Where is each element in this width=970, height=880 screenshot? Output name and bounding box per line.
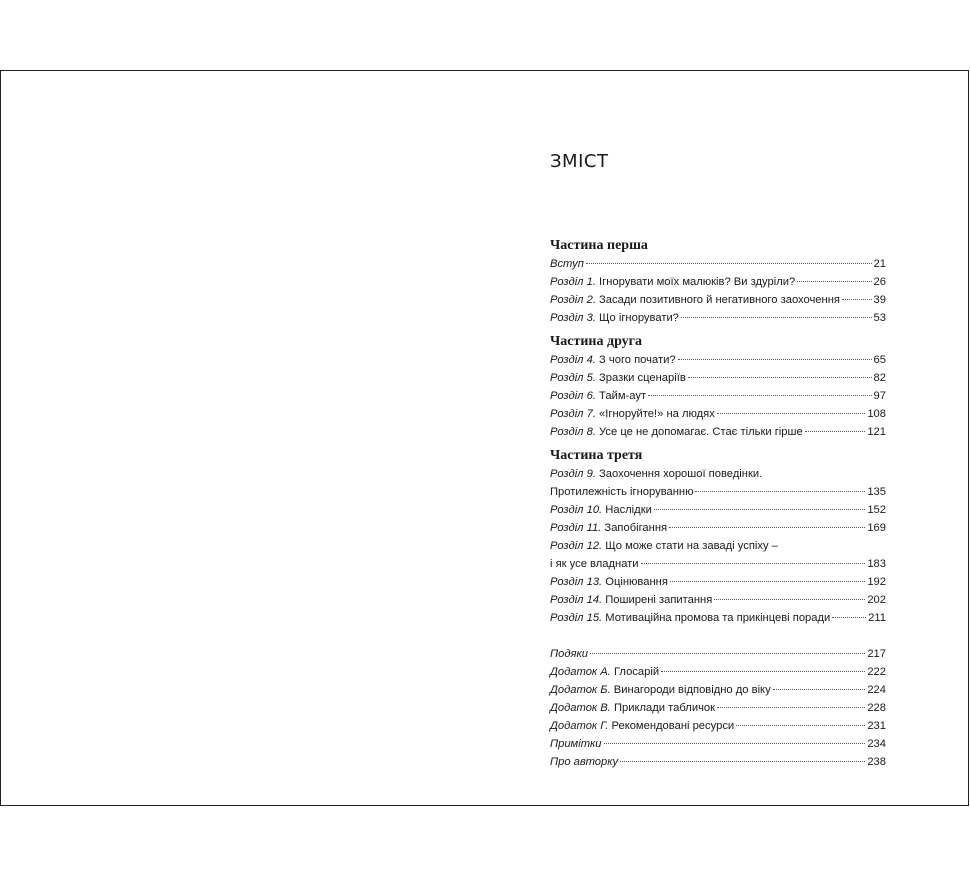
toc-entry-label (550, 609, 830, 627)
toc-body (550, 237, 886, 771)
toc-entry-title: Приклади табличок (610, 702, 716, 714)
toc-entry-prefix: Розділ 11. (550, 522, 602, 534)
dot-leader (661, 671, 865, 672)
toc-page-number: 192 (867, 576, 886, 588)
toc-entry-prefix: Розділ 7. (550, 408, 596, 420)
toc-entry[interactable] (550, 351, 886, 369)
toc-entry-prefix: Вступ (550, 258, 584, 270)
dot-leader (604, 743, 866, 744)
toc-entry-label (550, 291, 840, 309)
toc-page-number: 97 (873, 390, 886, 402)
toc-entry[interactable] (550, 555, 886, 573)
toc-entry[interactable] (550, 309, 886, 327)
toc-entry[interactable] (550, 405, 886, 423)
toc-entry-label (550, 519, 667, 537)
toc-entry-prefix: Додаток Г. (550, 720, 609, 732)
toc-page-number: 202 (867, 594, 886, 606)
toc-entry[interactable] (550, 423, 886, 441)
dot-leader (773, 689, 866, 690)
dot-leader (717, 413, 866, 414)
toc-entry[interactable] (550, 735, 886, 753)
toc-entry[interactable] (550, 273, 886, 291)
toc-entry-prefix: Розділ 14. (550, 594, 603, 606)
toc-entry-title: Наслідки (602, 504, 652, 516)
toc-page-number: 222 (867, 666, 886, 678)
dot-leader (641, 563, 866, 564)
part-heading: Частина друга (550, 334, 643, 349)
dot-leader (797, 281, 871, 282)
toc-entry-title: Мотиваційна промова та прикінцеві поради (602, 612, 831, 624)
toc-entry-label (550, 735, 602, 753)
toc-entry-title: Що може стати на заваді успіху – (602, 540, 778, 552)
toc-page-number: 135 (867, 486, 886, 498)
toc-entry-label (550, 717, 734, 735)
toc-entry[interactable] (550, 681, 886, 699)
dot-leader (805, 431, 866, 432)
toc-entry-title: Заохочення хорошої поведінки. (595, 468, 763, 480)
toc-entry-prefix: Розділ 9. (550, 468, 596, 480)
toc-page-number: 39 (873, 294, 886, 306)
part-heading: Частина третя (550, 448, 643, 463)
toc-page-number: 108 (867, 408, 886, 420)
toc-entry-title: Засади позитивного й негативного заохочення (595, 294, 840, 306)
toc-entry-prefix: Розділ 5. (550, 372, 596, 384)
toc-entry-label (550, 753, 618, 771)
toc-page-number: 26 (873, 276, 886, 288)
toc-title: ЗМІСТ (550, 151, 609, 172)
toc-entry-prefix: Розділ 12. (550, 540, 603, 552)
toc-entry-prefix: Про авторку (550, 756, 619, 768)
toc-entry-label (550, 663, 659, 681)
dot-leader (586, 263, 872, 264)
toc-entry-prefix: Розділ 15. (550, 612, 603, 624)
toc-entry[interactable] (550, 387, 886, 405)
toc-entry-label (550, 255, 584, 273)
toc-entry-prefix: Додаток В. (550, 702, 611, 714)
dot-leader (714, 599, 865, 600)
toc-entry-prefix: Розділ 13. (550, 576, 603, 588)
toc-entry-title: З чого почати? (595, 354, 676, 366)
toc-entry[interactable] (550, 753, 886, 771)
toc-page-number: 65 (873, 354, 886, 366)
toc-page-number: 21 (873, 258, 886, 270)
toc-entry-label (550, 351, 676, 369)
toc-entry[interactable] (550, 609, 886, 627)
part-heading: Частина перша (550, 238, 648, 253)
dot-leader (736, 725, 865, 726)
toc-entry-title: Рекомендовані ресурси (608, 720, 735, 732)
dot-leader (717, 707, 865, 708)
toc-page-number: 234 (867, 738, 886, 750)
toc-entry-label (550, 387, 646, 405)
toc-entry-label (550, 645, 588, 663)
toc-page-number: 211 (868, 612, 886, 624)
dot-leader (842, 299, 872, 300)
dot-leader (681, 317, 872, 318)
toc-entry-title: Глосарій (610, 666, 660, 678)
toc-entry[interactable] (550, 645, 886, 663)
toc-entry-title: Що ігнорувати? (595, 312, 679, 324)
dot-leader (654, 509, 865, 510)
toc-entry-continuation: і як усе владнати (550, 558, 639, 570)
toc-entry-label (550, 681, 771, 699)
toc-entry[interactable] (550, 591, 886, 609)
toc-page-number: 228 (867, 702, 886, 714)
toc-entry[interactable] (550, 255, 886, 273)
toc-page-number: 152 (867, 504, 886, 516)
toc-entry-prefix: Розділ 3. (550, 312, 596, 324)
toc-entry[interactable] (550, 663, 886, 681)
toc-entry-prefix: Примітки (550, 738, 602, 750)
dot-leader (832, 617, 866, 618)
toc-entry-title: Оцінювання (602, 576, 668, 588)
toc-entry-title: Зразки сценаріїв (595, 372, 686, 384)
toc-entry-title: «Ігноруйте!» на людях (595, 408, 715, 420)
toc-page-number: 224 (867, 684, 886, 696)
toc-entry-first-line (550, 537, 886, 555)
toc-page-number: 82 (873, 372, 886, 384)
toc-page-number: 121 (867, 426, 886, 438)
toc-entry-label (550, 405, 715, 423)
toc-entry-label (550, 591, 712, 609)
toc-page-number: 238 (867, 756, 886, 768)
toc-entry[interactable] (550, 519, 886, 537)
toc-entry[interactable] (550, 573, 886, 591)
toc-entry[interactable] (550, 291, 886, 309)
toc-entry-prefix: Розділ 10. (550, 504, 603, 516)
toc-page-number: 53 (873, 312, 886, 324)
dot-leader (648, 395, 871, 396)
toc-entry-title: Тайм-аут (595, 390, 647, 402)
toc-page-number: 169 (867, 522, 886, 534)
dot-leader (695, 491, 865, 492)
toc-entry-label (550, 369, 686, 387)
table-of-contents (550, 151, 886, 771)
toc-entry-title: Усе це не допомагає. Стає тільки гірше (595, 426, 803, 438)
toc-entry-prefix: Додаток Б. (550, 684, 611, 696)
toc-entry[interactable] (550, 501, 886, 519)
toc-entry-label (550, 423, 803, 441)
dot-leader (678, 359, 872, 360)
toc-entry-title: Поширені запитання (602, 594, 713, 606)
toc-entry-label (550, 501, 652, 519)
toc-entry-prefix: Розділ 4. (550, 354, 596, 366)
toc-entry-prefix: Розділ 1. (550, 276, 596, 288)
toc-entry-label (550, 309, 679, 327)
toc-entry[interactable] (550, 369, 886, 387)
toc-page-number: 231 (867, 720, 886, 732)
toc-entry[interactable] (550, 717, 886, 735)
dot-leader (688, 377, 872, 378)
toc-entry-prefix: Розділ 6. (550, 390, 596, 402)
toc-page-number: 183 (867, 558, 886, 570)
toc-entry-title: Запобігання (601, 522, 668, 534)
toc-entry-label (550, 699, 715, 717)
toc-page-number: 217 (867, 648, 886, 660)
toc-entry-first-line (550, 465, 886, 483)
toc-entry[interactable] (550, 699, 886, 717)
toc-entry-prefix: Розділ 8. (550, 426, 596, 438)
toc-entry-continuation: Протилежність ігноруванню (550, 486, 694, 498)
toc-entry-label (550, 573, 668, 591)
toc-entry-prefix: Розділ 2. (550, 294, 596, 306)
toc-entry-title: Винагороди відповідно до віку (610, 684, 771, 696)
toc-entry-title: Ігнорувати моїх малюків? Ви здуріли? (595, 276, 796, 288)
toc-entry-label (550, 273, 795, 291)
dot-leader (590, 653, 865, 654)
spacer (550, 627, 886, 645)
toc-entry[interactable] (550, 483, 886, 501)
toc-entry-prefix: Подяки (550, 648, 588, 660)
toc-entry-prefix: Додаток А. (550, 666, 611, 678)
dot-leader (669, 527, 865, 528)
dot-leader (620, 761, 865, 762)
dot-leader (670, 581, 865, 582)
